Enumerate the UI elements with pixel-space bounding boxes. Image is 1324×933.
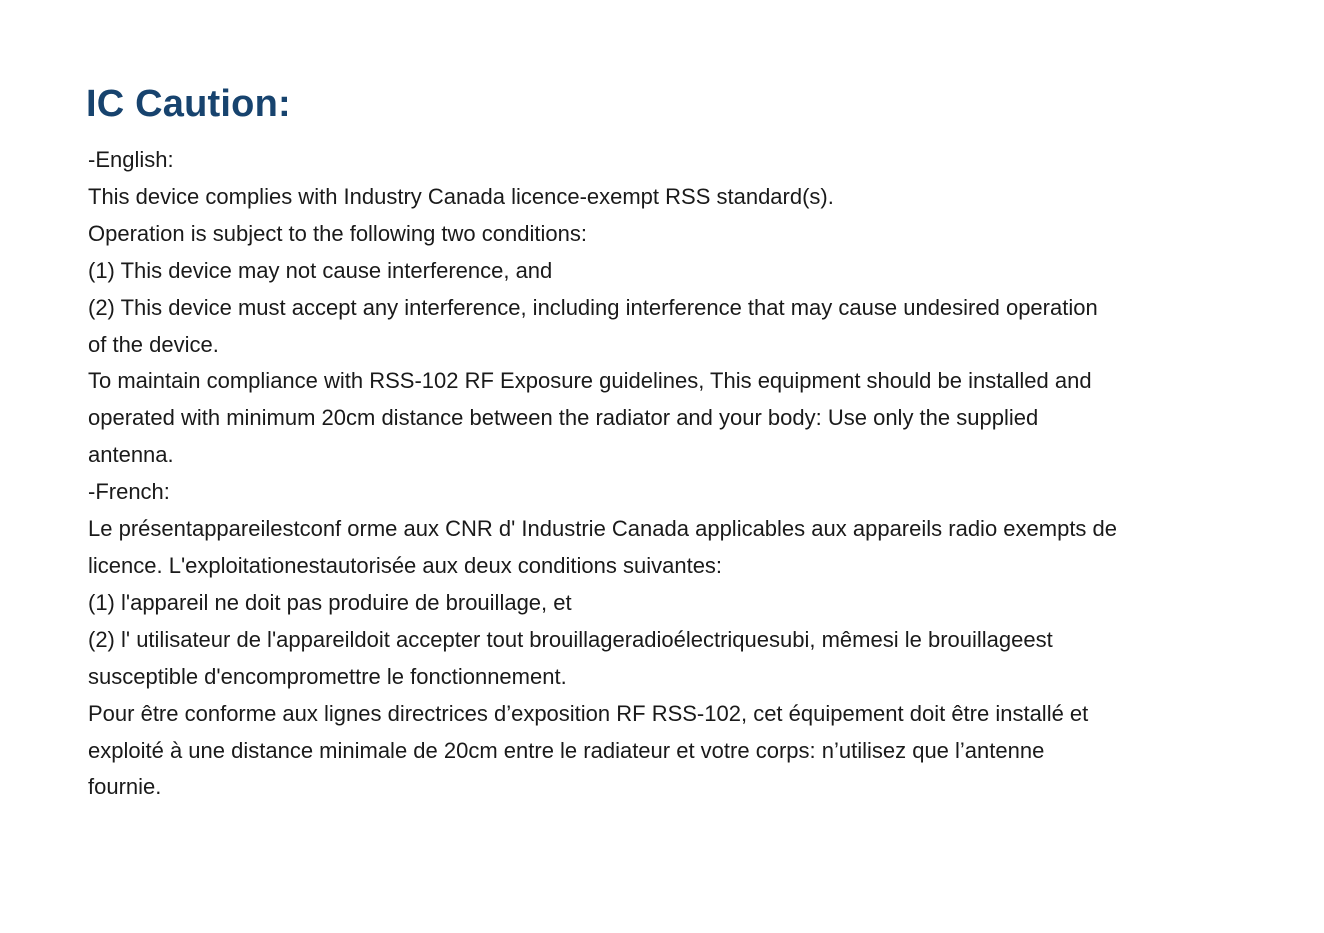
text-line: This device complies with Industry Canada licence-exempt RSS standard(s). — [88, 183, 834, 209]
text-line: (1) This device may not cause interference, and — [88, 257, 553, 283]
text-line: Pour être conforme aux lignes directrices d’exposition RF RSS-102, cet équipement doit être installé et — [88, 700, 1089, 726]
english-label: -English: — [88, 147, 174, 172]
document-body — [88, 142, 1248, 806]
text-line: (2) This device must accept any interference, including interference that may cause undesired operation — [88, 294, 1098, 320]
text-line: (1) l'appareil ne doit pas produire de brouillage, et — [88, 589, 572, 615]
text-line: susceptible d'encompromettre le fonctionnement. — [88, 663, 567, 689]
french-label: -French: — [88, 479, 170, 505]
text-line: fournie. — [88, 774, 162, 800]
text-line: operated with minimum 20cm distance between the radiator and your body: Use only the supplied — [88, 405, 1039, 431]
text-line: licence. L'exploitationestautorisée aux deux conditions suivantes: — [88, 552, 723, 578]
text-line: Le présentappareilestconf orme aux CNR d' Industrie Canada applicables aux appareils radio exempts de — [88, 516, 1118, 542]
text-line: To maintain compliance with RSS-102 RF Exposure guidelines, This equipment should be installed and — [88, 368, 1092, 394]
text-line: of the device. — [88, 331, 219, 357]
text-line: antenna. — [88, 442, 174, 468]
document-page — [88, 80, 1248, 806]
text-line: (2) l' utilisateur de l'appareildoit accepter tout brouillageradioélectriquesubi, mêmesi le brouillageest — [88, 626, 1053, 652]
text-line: Operation is subject to the following two conditions: — [88, 220, 587, 246]
text-line: exploité à une distance minimale de 20cm entre le radiateur et votre corps: n’utilisez que l’antenne — [88, 737, 1045, 763]
page-title: IC Caution: — [86, 83, 291, 125]
